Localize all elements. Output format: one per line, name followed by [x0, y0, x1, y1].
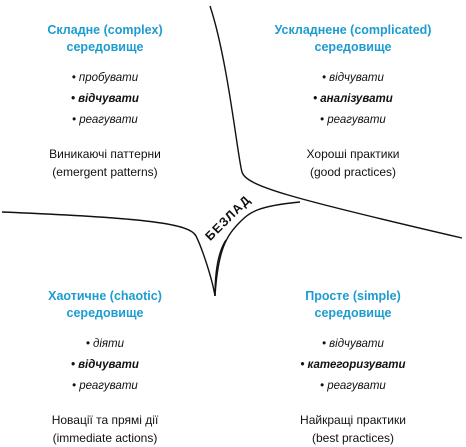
- step-text: реагувати: [327, 114, 386, 126]
- domain-chaotic: [20, 288, 190, 447]
- step-item: [20, 334, 190, 355]
- practice-line1: Новації та прямі дії: [51, 413, 159, 427]
- step-list: [20, 334, 190, 397]
- domain-simple: [268, 288, 438, 447]
- practice-line2: (good practices): [309, 165, 397, 179]
- bullet-icon: •: [85, 338, 90, 350]
- step-text: відчувати: [78, 93, 139, 105]
- bullet-icon: •: [322, 72, 327, 84]
- practice-line2: (emergent patterns): [52, 165, 158, 179]
- domain-title-line1: Ускладнене (complicated): [274, 23, 432, 37]
- domain-title-line2: середовище: [66, 306, 144, 320]
- step-text: діяти: [93, 338, 125, 350]
- step-item: [268, 68, 438, 89]
- step-item: [20, 89, 190, 110]
- bullet-icon: •: [320, 380, 325, 392]
- domain-title-line1: Просте (simple): [305, 289, 401, 303]
- domain-title-line2: середовище: [314, 40, 392, 54]
- step-item: [268, 334, 438, 355]
- bullet-icon: •: [71, 93, 76, 105]
- step-text: відчувати: [329, 72, 384, 84]
- practice-label: [20, 411, 190, 447]
- step-item: [20, 355, 190, 376]
- step-text: відчувати: [329, 338, 384, 350]
- practice-line1: Виникаючі паттерни: [49, 147, 161, 161]
- step-item: [268, 89, 438, 110]
- step-text: пробувати: [78, 72, 139, 84]
- domain-title: [268, 288, 438, 322]
- boundary-bottom-arc: [215, 240, 226, 296]
- step-text: реагувати: [79, 380, 138, 392]
- step-text: реагувати: [79, 114, 138, 126]
- practice-label: [268, 145, 438, 181]
- step-text: аналізувати: [320, 93, 393, 105]
- domain-complex: [20, 22, 190, 181]
- bullet-icon: •: [71, 72, 76, 84]
- bullet-icon: •: [313, 93, 318, 105]
- step-list: [268, 334, 438, 397]
- practice-label: [268, 411, 438, 447]
- domain-title-line1: Хаотичне (chaotic): [48, 289, 162, 303]
- step-item: [20, 110, 190, 131]
- practice-line1: Найкращі практики: [300, 413, 406, 427]
- step-item: [268, 376, 438, 397]
- boundary-left: [2, 212, 215, 296]
- practice-label: [20, 145, 190, 181]
- domain-title: [20, 288, 190, 322]
- bullet-icon: •: [300, 359, 305, 371]
- step-item: [268, 355, 438, 376]
- domain-title-line1: Складне (complex): [47, 23, 163, 37]
- bullet-icon: •: [72, 380, 77, 392]
- step-list: [268, 68, 438, 131]
- disorder-label: БЕЗЛАД: [202, 192, 254, 244]
- practice-line1: Хороші практики: [306, 147, 400, 161]
- domain-title: [20, 22, 190, 56]
- bullet-icon: •: [71, 359, 76, 371]
- bullet-icon: •: [72, 114, 77, 126]
- step-item: [20, 68, 190, 89]
- step-item: [268, 110, 438, 131]
- domain-title: [268, 22, 438, 56]
- bullet-icon: •: [320, 114, 325, 126]
- step-text: відчувати: [78, 359, 139, 371]
- step-text: реагувати: [327, 380, 386, 392]
- step-item: [20, 376, 190, 397]
- domain-complicated: [268, 22, 438, 181]
- domain-title-line2: середовище: [66, 40, 144, 54]
- domain-title-line2: середовище: [314, 306, 392, 320]
- practice-line2: (best practices): [311, 431, 395, 445]
- step-list: [20, 68, 190, 131]
- step-text: категоризувати: [307, 359, 406, 371]
- practice-line2: (immediate actions): [52, 431, 158, 445]
- bullet-icon: •: [322, 338, 327, 350]
